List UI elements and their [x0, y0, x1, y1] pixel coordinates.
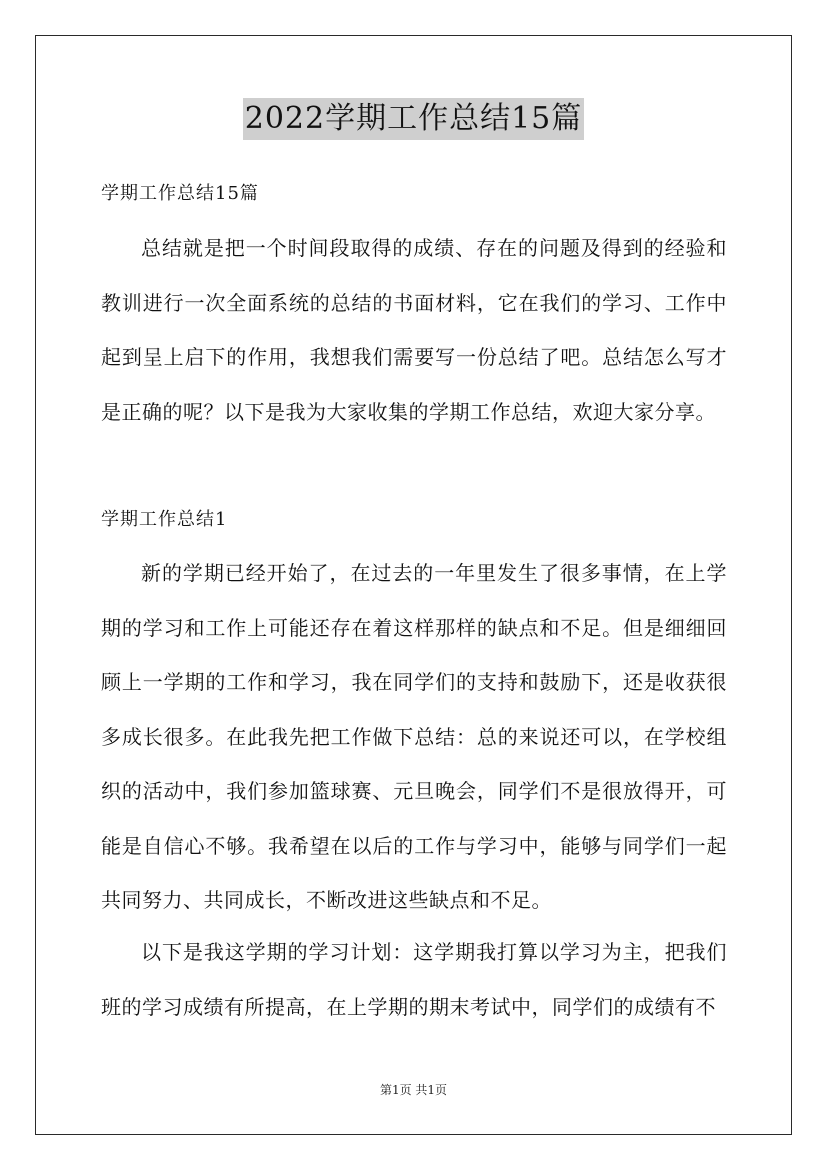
section-heading-1: 学期工作总结1	[101, 509, 228, 530]
section-1-paragraph-1: 新的学期已经开始了，在过去的一年里发生了很多事情，在上学期的学习和工作上可能还存在着这样那样的缺点和不足。但是细细回顾上一学期的工作和学习，我在同学们的支持和鼓励下，还是收获很多成长很多。在此我先把工作做下总结：总的来说还可以，在学校组织的活动中，我们参加篮球赛、元旦晚会，同学们不是很放得开，可能是自信心不够。我希望在以后的工作与学习中，能够与同学们一起共同努力、共同成长，不断改进这些缺点和不足。	[101, 561, 727, 912]
intro-paragraph: 总结就是把一个时间段取得的成绩、存在的问题及得到的经验和教训进行一次全面系统的总结的书面材料，它在我们的学习、工作中起到呈上启下的作用，我想我们需要写一份总结了吧。总结怎么写才是正确的呢？以下是我为大家收集的学期工作总结，欢迎大家分享。	[101, 236, 727, 424]
title-container	[0, 98, 827, 140]
section-1-paragraph-2: 以下是我这学期的学习计划：这学期我打算以学习为主，把我们班的学习成绩有所提高，在上学期的期末考试中，同学们的成绩有不	[101, 940, 727, 1019]
page-footer: 第1页 共1页	[379, 1083, 448, 1097]
document-title: 2022学期工作总结15篇	[243, 98, 585, 140]
document-subtitle: 学期工作总结15篇	[101, 183, 259, 204]
